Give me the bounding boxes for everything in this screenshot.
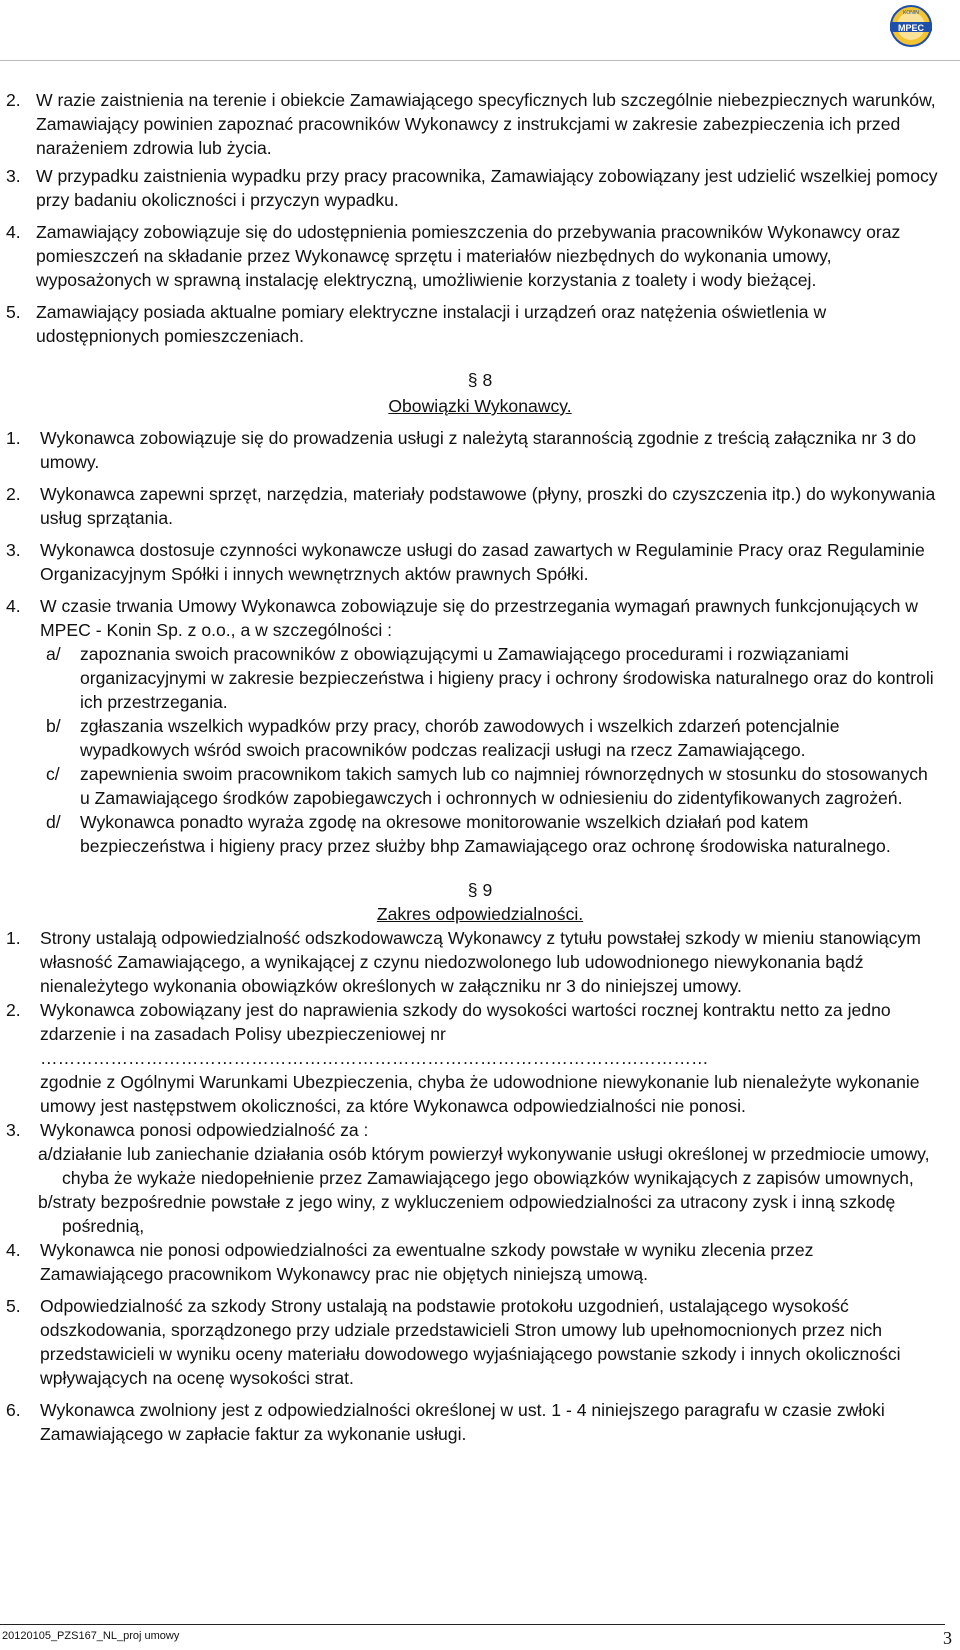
s9-subclause-b: b/straty bezpośrednie powstałe z jego winy, z wykluczeniem odpowiedzialności za utracony zysk i inną szkodę pośrednią, xyxy=(38,1192,896,1236)
clause-number: 4. xyxy=(6,222,21,242)
s8-clause-4 xyxy=(0,594,960,642)
clause-text: Zamawiający posiada aktualne pomiary elektryczne instalacji i urządzeń oraz natężenia oświetlenia w udostępnionych pomieszczeniach. xyxy=(36,302,827,346)
page-footer xyxy=(0,1624,960,1650)
clause-text: Wykonawca nie ponosi odpowiedzialności za ewentualne szkody powstałe w wyniku zlecenia przez Zamawiającego pracownikom Wykonawcy prac nie objętych niniejszą umową. xyxy=(40,1240,814,1284)
clause-number: 1. xyxy=(6,928,21,948)
clause-number: 3. xyxy=(6,540,21,560)
clause-number: 4. xyxy=(6,596,21,616)
subclause-letter: d/ xyxy=(46,812,61,832)
section-9-mark: § 9 xyxy=(467,880,493,900)
logo-text: MPEC xyxy=(897,23,925,33)
clause-number: 3. xyxy=(6,166,21,186)
clause-2 xyxy=(0,88,960,160)
s9-clause-2 xyxy=(0,998,960,1118)
clause-text: W czasie trwania Umowy Wykonawca zobowiązuje się do przestrzegania wymagań prawnych funkcjonujących w MPEC - Konin Sp. z o.o., a w szczególności : xyxy=(40,596,918,640)
clause-5 xyxy=(0,300,960,348)
header-rule xyxy=(0,60,960,61)
clause-text: Wykonawca dostosuje czynności wykonawcze usługi do zasad zawartych w Regulaminie Pracy oraz Regulaminie Organizacyjnym Spółki i innych wewnętrznych aktów prawnych Spółki. xyxy=(40,540,925,584)
section-9-heading xyxy=(0,902,960,926)
clause-4 xyxy=(0,220,960,292)
clause-text: Odpowiedzialność za szkody Strony ustalają na podstawie protokołu uzgodnień, ustalającego wysokość odszkodowania, sporządzonego przy udziale przedstawicieli Stron umowy lub upełnomocnionych przez nich przedstawicieli w wyniku oceny materiału dowodowego wyjaśniającego powstanie szkody i innych okoliczności wpływających na ocenę wysokości strat. xyxy=(40,1296,901,1388)
s9-clause-1 xyxy=(0,926,960,998)
s9-clause-6 xyxy=(0,1398,960,1446)
s9-subclause-a: a/działanie lub zaniechanie działania osób którym powierzył wykonywanie usługi określonej w przedmiocie umowy, chyba że wykaże niedopełnienie przez Zamawiającego jego obowiązków wynikających z zapisów umownych, xyxy=(38,1144,930,1188)
clause-text: Wykonawca zobowiązany jest do naprawienia szkody do wysokości wartości rocznej kontraktu netto za jedno zdarzenie i na zasadach Polisy ubezpieczeniowej nr xyxy=(40,1000,891,1044)
clause-3 xyxy=(0,164,960,212)
s8-subclause-d xyxy=(0,810,960,858)
s8-clause-1 xyxy=(0,426,960,474)
clause-text-continued: zgodnie z Ogólnymi Warunkami Ubezpieczenia, chyba że udowodnione niewykonanie lub nienależyte wykonanie umowy jest następstwem okoliczności, za które Wykonawca odpowiedzialności nie ponosi. xyxy=(40,1072,920,1116)
page-number: 3 xyxy=(943,1628,952,1648)
clause-number: 2. xyxy=(6,484,21,504)
clause-text: W przypadku zaistnienia wypadku przy pracy pracownika, Zamawiający zobowiązany jest udzielić wszelkiej pomocy przy badaniu okoliczności i przyczyn wypadku. xyxy=(36,166,938,210)
document-body xyxy=(0,88,960,1446)
clause-number: 3. xyxy=(6,1120,21,1140)
s8-subclause-a xyxy=(0,642,960,714)
clause-text: Wykonawca zapewni sprzęt, narzędzia, materiały podstawowe (płyny, proszki do czyszczenia itp.) do wykonywania usług sprzątania. xyxy=(40,484,936,528)
logo-top-text: KONIN xyxy=(903,10,919,16)
clause-text: Wykonawca ponosi odpowiedzialność za : xyxy=(40,1120,369,1140)
clause-number: 6. xyxy=(6,1400,21,1420)
clause-number: 2. xyxy=(6,1000,21,1020)
s9-clause-5 xyxy=(0,1294,960,1390)
section-8-mark: § 8 xyxy=(467,370,493,390)
clause-text: Wykonawca zobowiązuje się do prowadzenia usługi z należytą starannością zgodnie z treścią załącznika nr 3 do umowy. xyxy=(40,428,917,472)
s8-clause-2 xyxy=(0,482,960,530)
s9-clause-3 xyxy=(0,1118,960,1142)
s8-subclause-b xyxy=(0,714,960,762)
s8-subclause-c xyxy=(0,762,960,810)
section-8-title: Obowiązki Wykonawcy. xyxy=(388,396,572,416)
clause-number: 1. xyxy=(6,428,21,448)
clause-text: W razie zaistnienia na terenie i obiekcie Zamawiającego specyficznych lub szczególnie niebezpiecznych warunków, Zamawiający powinien zapoznać pracowników Wykonawcy z instrukcjami w zakresie zabezpieczenia ich przed narażeniem zdrowia lub życia. xyxy=(36,90,936,158)
subclause-letter: c/ xyxy=(46,764,60,784)
subclause-letter: a/ xyxy=(46,644,61,664)
clause-number: 5. xyxy=(6,1296,21,1316)
clause-number: 5. xyxy=(6,302,21,322)
subclause-letter: b/ xyxy=(46,716,61,736)
subclause-text: zapewnienia swoim pracownikom takich samych lub co najmniej równorzędnych w stosunku do stosowanych u Zamawiającego środków zapobiegawczych i ochronnych w odniesieniu do zidentyfikowanych zagrożeń. xyxy=(80,764,928,808)
subclause-text: zgłaszania wszelkich wypadków przy pracy, chorób zawodowych i wszelkich zdarzeń potencjalnie wypadkowych wśród swoich pracowników podczas realizacji usługi na rzecz Zamawiającego. xyxy=(80,716,840,760)
subclause-text: Wykonawca ponadto wyraża zgodę na okresowe monitorowanie wszelkich działań pod katem bezpieczeństwa i higieny pracy przez służby bhp Zamawiającego oraz ochronę środowiska naturalnego. xyxy=(80,812,891,856)
s8-clause-3 xyxy=(0,538,960,586)
clause-text: Strony ustalają odpowiedzialność odszkodowawczą Wykonawcy z tytułu powstałej szkody w mieniu stanowiącym własność Zamawiającego, a wynikającej z czynu niedozwolonego lub udowodnionego niewykonania bądź nienależytego wykonania obowiązków określonych w załączniku nr 3 do niniejszej umowy. xyxy=(40,928,921,996)
footer-filename: 20120105_PZS167_NL_proj umowy xyxy=(2,1630,180,1642)
s9-clause-4 xyxy=(0,1238,960,1286)
clause-text: Wykonawca zwolniony jest z odpowiedzialności określonej w ust. 1 - 4 niniejszego paragrafu w czasie zwłoki Zamawiającego w zapłacie faktur za wykonanie usługi. xyxy=(40,1400,885,1444)
clause-number: 2. xyxy=(6,90,21,110)
section-8-heading xyxy=(0,394,960,418)
footer-rule xyxy=(0,1624,945,1625)
clause-number: 4. xyxy=(6,1240,21,1260)
mpec-logo xyxy=(884,4,938,48)
clause-text: Zamawiający zobowiązuje się do udostępnienia pomieszczenia do przebywania pracowników Wykonawcy oraz pomieszczeń na składanie przez Wykonawcę sprzętu i materiałów niezbędnych do wykonania umowy, wyposażonych w sprawną instalację elektryczną, umożliwienie korzystania z toalety i wody bieżącej. xyxy=(36,222,901,290)
subclause-text: zapoznania swoich pracowników z obowiązującymi u Zamawiającego procedurami i rozwiązaniami organizacyjnymi w zakresie bezpieczeństwa i higieny pracy i ochrony środowiska naturalnego oraz do kontroli ich przestrzegania. xyxy=(80,644,934,712)
section-9-title: Zakres odpowiedzialności. xyxy=(376,904,584,924)
policy-number-blank: …………………………………………………………………………………………………… xyxy=(40,1048,709,1068)
